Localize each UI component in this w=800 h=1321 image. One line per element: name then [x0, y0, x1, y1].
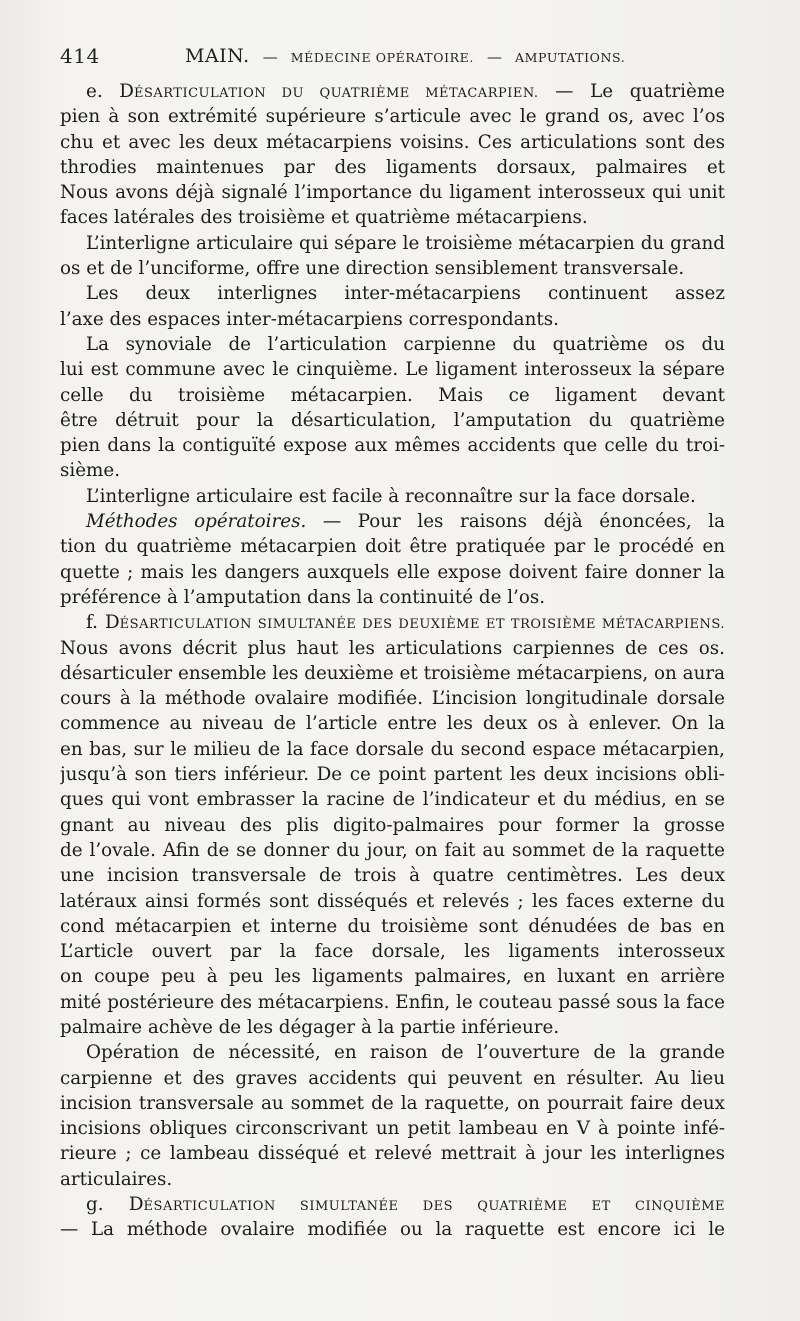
methods-line — [60, 509, 725, 534]
methods-text: — Pour les raisons déjà énoncées, la — [322, 511, 725, 533]
running-head-section: MÉDECINE OPÉRATOIRE. — [290, 50, 474, 65]
text-line: os et de l’unciforme, offre une direction sensiblement transversale. — [60, 258, 685, 280]
text-line: en bas, sur le milieu de la face dorsale du second espace métacarpien, — [60, 738, 725, 760]
text-line: une incision transversale de trois à quatre centimètres. Les deux — [60, 865, 725, 887]
text-line: celle du troisième métacarpien. Mais ce ligament devant — [60, 384, 725, 406]
text-line: carpienne et des graves accidents qui peuvent en résulter. Au lieu — [60, 1067, 725, 1089]
section-f-initial: D — [105, 612, 120, 634]
section-f-heading — [60, 610, 725, 635]
section-g-letter: g. — [86, 1194, 129, 1216]
text-line: gnant au niveau des plis digito-palmaires pour former la grosse — [60, 814, 725, 836]
section-g-title: ÉSARTICULATION SIMULTANÉE DES QUATRIÈME ET CINQUIÈME — [143, 1199, 725, 1215]
text-line: cond métacarpien et interne du troisième sont dénudées de bas en — [60, 915, 725, 937]
text-line: latéraux ainsi formés sont disséqués et relevés ; les faces externe du — [60, 890, 725, 912]
text-line: — La méthode ovalaire modifiée ou la raquette est encore ici le — [60, 1219, 725, 1241]
text-line: on coupe peu à peu les ligaments palmaires, en luxant en arrière — [60, 966, 725, 988]
text-line: rieure ; ce lambeau disséqué et relevé mettrait à jour les interlignes — [60, 1143, 725, 1165]
text-line: incision transversale au sommet de la raquette, on pourrait faire deux — [60, 1092, 725, 1114]
section-g-initial: D — [128, 1194, 144, 1216]
text-line: Opération de nécessité, en raison de l’ouverture de la grande — [86, 1042, 725, 1064]
text-line: faces latérales des troisième et quatrième métacarpiens. — [60, 207, 588, 229]
text-line: mité postérieure des métacarpiens. Enfin, le couteau passé sous la face — [60, 991, 725, 1013]
text-line: Nous avons décrit plus haut les articulations carpiennes de ces os. — [60, 637, 725, 659]
text-line: Les deux interlignes inter-métacarpiens continuent assez — [86, 283, 725, 305]
text-line: jusqu’à son tiers inférieur. De ce point partent les deux incisions obli- — [60, 764, 725, 786]
text-line: quette ; mais les dangers auxquels elle expose doivent faire donner la — [60, 561, 725, 583]
section-e-initial: D — [119, 81, 134, 102]
section-e-tail: — Le quatrième — [555, 81, 725, 102]
text-line: l’axe des espaces inter-métacarpiens correspondants. — [60, 308, 559, 330]
text-line: tion du quatrième métacarpien doit être pratiquée par le procédé en — [60, 536, 725, 558]
text-line: ques qui vont embrasser la racine de l’indicateur et du médius, en se — [60, 789, 725, 811]
text-line: L’interligne articulaire est facile à reconnaître sur la face dorsale. — [86, 485, 696, 507]
running-head-title: MAIN. — [185, 45, 250, 67]
text-line: commence au niveau de l’article entre les deux os à enlever. On la — [60, 713, 725, 735]
text-line: L’interligne articulaire qui sépare le troisième métacarpien du grand — [86, 232, 725, 254]
section-g-heading — [60, 1192, 725, 1217]
body-text — [60, 79, 725, 1243]
text-line: L’article ouvert par la face dorsale, les ligaments interosseux — [60, 941, 725, 963]
text-line: La synoviale de l’articulation carpienne du quatrième os du — [86, 333, 725, 355]
running-head-dash: — — [486, 48, 502, 66]
text-line: chu et avec les deux métacarpiens voisins. Ces articulations sont des — [60, 131, 725, 153]
text-line: lui est commune avec le cinquième. Le ligament interosseux la sépare — [60, 359, 725, 381]
text-line: throdies maintenues par des ligaments dorsaux, palmaires et — [60, 156, 725, 178]
text-line: être détruit pour la désarticulation, l’amputation du quatrième — [60, 409, 725, 431]
page-number: 414 — [60, 44, 100, 68]
text-line: sième. — [60, 460, 121, 482]
running-head-subsection: AMPUTATIONS. — [515, 50, 626, 65]
text-line: désarticuler ensemble les deuxième et troisième métacarpiens, on aura — [60, 662, 725, 684]
page-header — [60, 44, 740, 74]
section-e-heading — [60, 79, 725, 104]
section-e-title: ÉSARTICULATION DU QUATRIÈME MÉTACARPIEN. — [133, 86, 539, 101]
text-line: articulaires. — [60, 1168, 173, 1190]
running-head-dash: — — [262, 48, 278, 66]
text-line: Nous avons déjà signalé l’importance du ligament interosseux qui unit — [60, 182, 725, 204]
text-line: cours à la méthode ovalaire modifiée. L’incision longitudinale dorsale — [60, 688, 725, 710]
text-line: pien dans la contiguïté expose aux mêmes accidents que celle du troi- — [60, 435, 725, 457]
section-e-letter: e. — [86, 81, 120, 102]
text-line: palmaire achève de les dégager à la partie inférieure. — [60, 1016, 560, 1038]
methods-label: Méthodes opératoires. — [86, 511, 307, 533]
running-head — [185, 45, 625, 67]
text-line: incisions obliques circonscrivant un petit lambeau en V à pointe infé- — [60, 1118, 725, 1140]
section-f-title: ÉSARTICULATION SIMULTANÉE DES DEUXIÈME ET TROISIÈME MÉTACARPIENS. — [119, 617, 725, 633]
text-line: de l’ovale. Afin de se donner du jour, on fait au sommet de la raquette — [60, 839, 725, 861]
section-f-letter: f. — [86, 612, 105, 634]
text-line: pien à son extrémité supérieure s’articule avec le grand os, avec l’os — [60, 106, 725, 128]
text-line: préférence à l’amputation dans la continuité de l’os. — [60, 586, 546, 608]
